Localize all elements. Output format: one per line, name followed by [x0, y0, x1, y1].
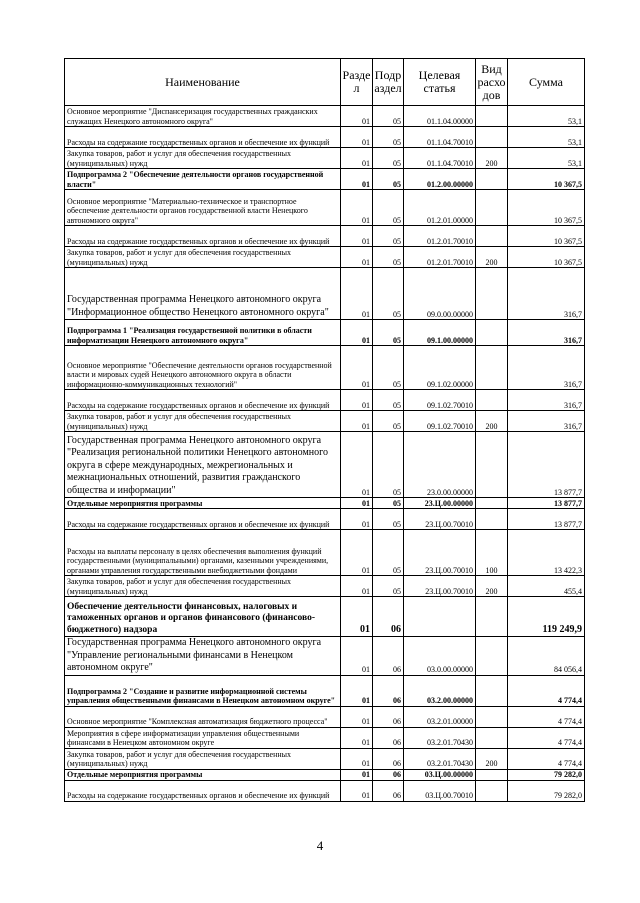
- row-podrazdel: 05: [373, 390, 404, 411]
- row-vid: [476, 597, 508, 637]
- row-podrazdel: 05: [373, 106, 404, 127]
- row-target: 09.1.00.00000: [404, 320, 476, 346]
- row-sum: 316,7: [508, 390, 585, 411]
- row-sum: 316,7: [508, 346, 585, 390]
- row-sum: 53,1: [508, 148, 585, 169]
- table-header-row: [65, 59, 585, 106]
- row-name: Основное мероприятие "Диспансеризация государственных гражданских служащих Ненецкого автономного округа": [65, 106, 341, 127]
- page-number: 4: [316, 838, 324, 853]
- row-name: Расходы на выплаты персоналу в целях обеспечения выполнения функций государственными (муниципальными) органами, казенными учреждениями, органами управления государственными внебюджетными фондами: [65, 530, 341, 576]
- row-target: 01.1.04.70010: [404, 127, 476, 148]
- table-row: [65, 268, 585, 320]
- row-razdel: 01: [341, 780, 373, 801]
- row-vid: [476, 190, 508, 226]
- row-target: 01.1.04.00000: [404, 106, 476, 127]
- row-razdel: 01: [341, 706, 373, 727]
- row-sum: 10 367,5: [508, 169, 585, 190]
- row-razdel: 01: [341, 597, 373, 637]
- table-row: [65, 346, 585, 390]
- row-target: 09.1.02.70010: [404, 411, 476, 432]
- row-sum: 4 774,4: [508, 727, 585, 748]
- row-sum: 79 282,0: [508, 769, 585, 780]
- row-name: Обеспечение деятельности финансовых, налоговых и таможенных органов и органов финансового (финансово-бюджетного) надзора: [65, 597, 341, 637]
- row-podrazdel: 06: [373, 597, 404, 637]
- table-row: [65, 190, 585, 226]
- row-name: Подпрограмма 1 "Реализация государственной политики в области информатизации Ненецкого автономного округа": [65, 320, 341, 346]
- row-target: 01.2.01.00000: [404, 190, 476, 226]
- row-vid: [476, 346, 508, 390]
- row-target: 03.2.01.70430: [404, 748, 476, 769]
- row-name: Государственная программа Ненецкого автономного округа "Информационное общество Ненецкого автономного округа": [65, 268, 341, 320]
- row-vid: [476, 169, 508, 190]
- row-sum: 13 422,3: [508, 530, 585, 576]
- row-vid: 200: [476, 148, 508, 169]
- budget-table: [64, 58, 585, 802]
- table-row: [65, 576, 585, 597]
- row-razdel: 01: [341, 675, 373, 706]
- row-name: Основное мероприятие "Материально-техническое и транспортное обеспечение деятельности органов государственной власти Ненецкого автономного округа": [65, 190, 341, 226]
- row-razdel: 01: [341, 190, 373, 226]
- row-sum: 4 774,4: [508, 706, 585, 727]
- row-razdel: 01: [341, 637, 373, 676]
- row-name: Расходы на содержание государственных органов и обеспечение их функций: [65, 390, 341, 411]
- header-razdel: Разде л: [341, 59, 373, 106]
- table-row: [65, 597, 585, 637]
- row-razdel: 01: [341, 769, 373, 780]
- row-vid: [476, 509, 508, 530]
- row-podrazdel: 05: [373, 509, 404, 530]
- row-vid: [476, 769, 508, 780]
- row-podrazdel: 05: [373, 498, 404, 509]
- row-sum: 4 774,4: [508, 748, 585, 769]
- row-target: 03.2.01.70430: [404, 727, 476, 748]
- row-name: Государственная программа Ненецкого автономного округа "Управление региональными финансами в Ненецком автономном округе": [65, 637, 341, 676]
- row-vid: [476, 268, 508, 320]
- row-vid: 200: [476, 576, 508, 597]
- row-podrazdel: 05: [373, 148, 404, 169]
- row-razdel: 01: [341, 320, 373, 346]
- row-podrazdel: 06: [373, 706, 404, 727]
- row-name: Закупка товаров, работ и услуг для обеспечения государственных (муниципальных) нужд: [65, 411, 341, 432]
- header-vid: Вид расхо дов: [476, 59, 508, 106]
- row-podrazdel: 05: [373, 226, 404, 247]
- row-podrazdel: 06: [373, 637, 404, 676]
- row-razdel: 01: [341, 576, 373, 597]
- row-vid: [476, 675, 508, 706]
- row-sum: 316,7: [508, 411, 585, 432]
- row-name: Закупка товаров, работ и услуг для обеспечения государственных (муниципальных) нужд: [65, 148, 341, 169]
- row-razdel: 01: [341, 226, 373, 247]
- row-podrazdel: 05: [373, 432, 404, 498]
- row-sum: 84 056,4: [508, 637, 585, 676]
- row-target: 09.1.02.00000: [404, 346, 476, 390]
- row-name: Подпрограмма 2 "Обеспечение деятельности органов государственной власти": [65, 169, 341, 190]
- row-razdel: 01: [341, 748, 373, 769]
- row-target: 03.Ц.00.70010: [404, 780, 476, 801]
- row-target: 23.Ц.00.70010: [404, 509, 476, 530]
- table-row: [65, 509, 585, 530]
- row-vid: 100: [476, 530, 508, 576]
- row-target: [404, 597, 476, 637]
- row-podrazdel: 05: [373, 411, 404, 432]
- row-sum: 79 282,0: [508, 780, 585, 801]
- row-name: Подпрограмма 2 "Создание и развитие информационной системы управления общественными финансами в Ненецком автономном округе": [65, 675, 341, 706]
- row-podrazdel: 05: [373, 169, 404, 190]
- row-razdel: 01: [341, 411, 373, 432]
- row-sum: 10 367,5: [508, 190, 585, 226]
- row-podrazdel: 06: [373, 675, 404, 706]
- row-podrazdel: 05: [373, 190, 404, 226]
- row-podrazdel: 06: [373, 780, 404, 801]
- row-vid: [476, 706, 508, 727]
- row-podrazdel: 05: [373, 268, 404, 320]
- row-name: Расходы на содержание государственных органов и обеспечение их функций: [65, 127, 341, 148]
- table-row: [65, 411, 585, 432]
- row-target: 09.1.02.70010: [404, 390, 476, 411]
- row-target: 23.Ц.00.00000: [404, 498, 476, 509]
- row-sum: 10 367,5: [508, 226, 585, 247]
- row-podrazdel: 05: [373, 320, 404, 346]
- table-row: [65, 675, 585, 706]
- row-sum: 10 367,5: [508, 247, 585, 268]
- table-row: [65, 320, 585, 346]
- row-name: Государственная программа Ненецкого автономного округа "Реализация региональной политики Ненецкого автономного округа в сфере международных, межрегиональных и межнациональных отношений, развития гражданского общества и информации": [65, 432, 341, 498]
- header-name: Наименование: [65, 59, 341, 106]
- row-podrazdel: 05: [373, 576, 404, 597]
- row-target: 01.1.04.70010: [404, 148, 476, 169]
- table-row: [65, 390, 585, 411]
- row-target: 09.0.00.00000: [404, 268, 476, 320]
- row-target: 01.2.01.70010: [404, 247, 476, 268]
- row-sum: 455,4: [508, 576, 585, 597]
- row-name: Расходы на содержание государственных органов и обеспечение их функций: [65, 226, 341, 247]
- row-target: 23.Ц.00.70010: [404, 530, 476, 576]
- row-target: 23.Ц.00.70010: [404, 576, 476, 597]
- row-sum: 119 249,9: [508, 597, 585, 637]
- row-podrazdel: 05: [373, 530, 404, 576]
- table-row: [65, 247, 585, 268]
- row-razdel: 01: [341, 148, 373, 169]
- row-razdel: 01: [341, 727, 373, 748]
- row-razdel: 01: [341, 530, 373, 576]
- row-name: Закупка товаров, работ и услуг для обеспечения государственных (муниципальных) нужд: [65, 748, 341, 769]
- row-razdel: 01: [341, 247, 373, 268]
- row-name: Отдельные мероприятия программы: [65, 498, 341, 509]
- table-row: [65, 727, 585, 748]
- row-razdel: 01: [341, 509, 373, 530]
- row-vid: [476, 320, 508, 346]
- row-vid: [476, 727, 508, 748]
- row-name: Закупка товаров, работ и услуг для обеспечения государственных (муниципальных) нужд: [65, 576, 341, 597]
- row-target: 01.2.01.70010: [404, 226, 476, 247]
- row-name: Мероприятия в сфере информатизации управления общественными финансами в Ненецком автономном округе: [65, 727, 341, 748]
- row-sum: 316,7: [508, 320, 585, 346]
- row-razdel: 01: [341, 127, 373, 148]
- row-razdel: 01: [341, 432, 373, 498]
- header-target: Целевая статья: [404, 59, 476, 106]
- row-podrazdel: 06: [373, 769, 404, 780]
- row-vid: 200: [476, 247, 508, 268]
- row-sum: 316,7: [508, 268, 585, 320]
- row-podrazdel: 06: [373, 748, 404, 769]
- row-razdel: 01: [341, 106, 373, 127]
- row-vid: [476, 390, 508, 411]
- row-podrazdel: 05: [373, 247, 404, 268]
- row-sum: 53,1: [508, 127, 585, 148]
- row-target: 01.2.00.00000: [404, 169, 476, 190]
- header-sum: Сумма: [508, 59, 585, 106]
- row-sum: 4 774,4: [508, 675, 585, 706]
- table-row: [65, 106, 585, 127]
- table-row: [65, 637, 585, 676]
- row-sum: 13 877,7: [508, 509, 585, 530]
- row-vid: [476, 226, 508, 247]
- row-sum: 53,1: [508, 106, 585, 127]
- table-row: [65, 780, 585, 801]
- table-row: [65, 226, 585, 247]
- row-name: Основное мероприятие "Обеспечение деятельности органов государственной власти и мировых судей Ненецкого автономного округа в области информационно-коммуникационных технологий": [65, 346, 341, 390]
- row-vid: 200: [476, 411, 508, 432]
- table-row: [65, 769, 585, 780]
- table-row: [65, 169, 585, 190]
- table-row: [65, 530, 585, 576]
- row-podrazdel: 05: [373, 127, 404, 148]
- row-vid: [476, 498, 508, 509]
- row-sum: 13 877,7: [508, 498, 585, 509]
- row-target: 03.Ц.00.00000: [404, 769, 476, 780]
- row-podrazdel: 05: [373, 346, 404, 390]
- row-razdel: 01: [341, 169, 373, 190]
- table-row: [65, 148, 585, 169]
- row-target: 03.0.00.00000: [404, 637, 476, 676]
- row-razdel: 01: [341, 390, 373, 411]
- row-target: 03.2.00.00000: [404, 675, 476, 706]
- row-podrazdel: 06: [373, 727, 404, 748]
- row-name: Отдельные мероприятия программы: [65, 769, 341, 780]
- row-name: Основное мероприятие "Комплексная автоматизация бюджетного процесса": [65, 706, 341, 727]
- header-podrazdel: Подр аздел: [373, 59, 404, 106]
- row-vid: [476, 127, 508, 148]
- row-razdel: 01: [341, 498, 373, 509]
- table-row: [65, 432, 585, 498]
- row-razdel: 01: [341, 346, 373, 390]
- row-vid: [476, 106, 508, 127]
- row-razdel: 01: [341, 268, 373, 320]
- row-name: Расходы на содержание государственных органов и обеспечение их функций: [65, 509, 341, 530]
- row-target: 03.2.01.00000: [404, 706, 476, 727]
- row-vid: [476, 432, 508, 498]
- row-sum: 13 877,7: [508, 432, 585, 498]
- table-row: [65, 127, 585, 148]
- row-vid: [476, 780, 508, 801]
- row-name: Расходы на содержание государственных органов и обеспечение их функций: [65, 780, 341, 801]
- row-vid: [476, 637, 508, 676]
- table-row: [65, 498, 585, 509]
- row-vid: 200: [476, 748, 508, 769]
- row-name: Закупка товаров, работ и услуг для обеспечения государственных (муниципальных) нужд: [65, 247, 341, 268]
- table-row: [65, 706, 585, 727]
- row-target: 23.0.00.00000: [404, 432, 476, 498]
- table-row: [65, 748, 585, 769]
